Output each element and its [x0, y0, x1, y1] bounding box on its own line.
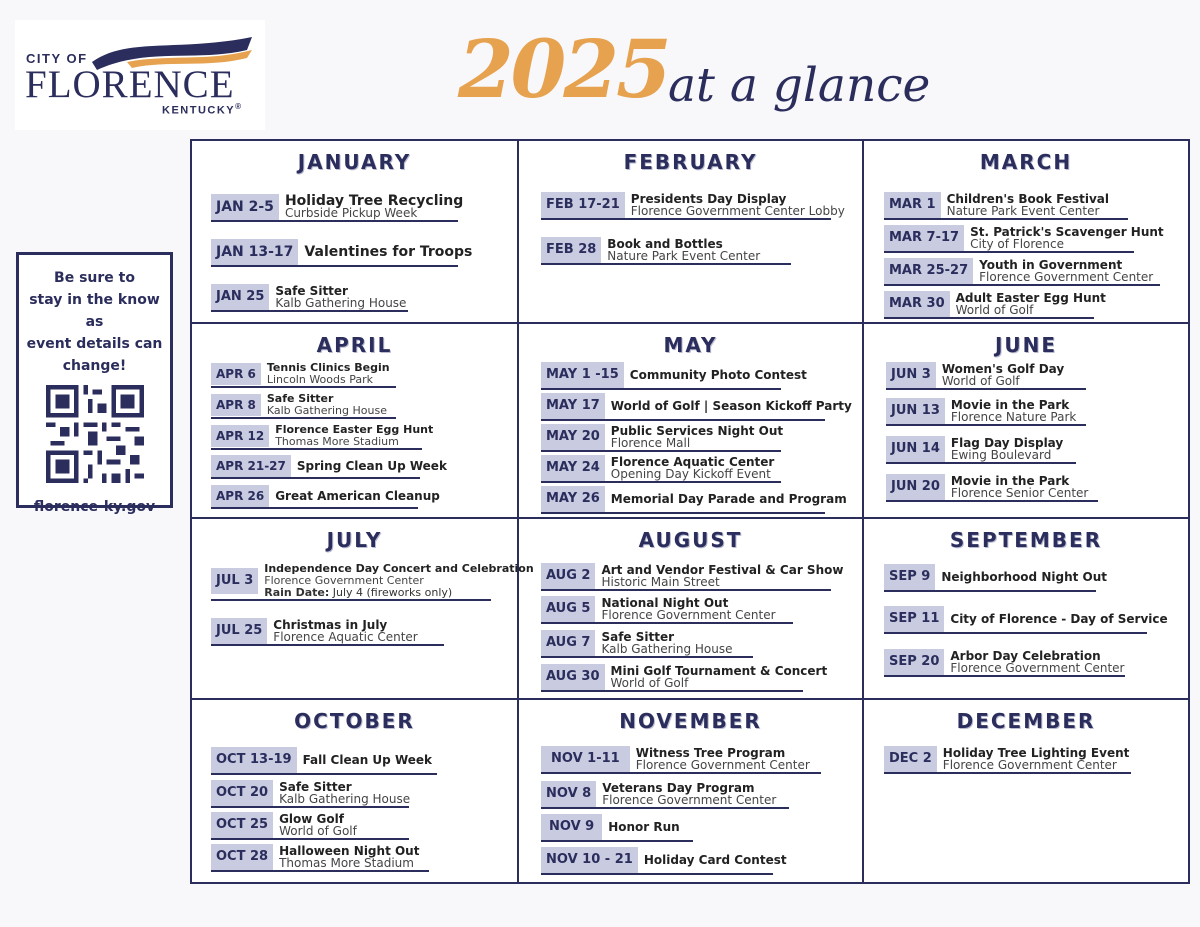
- event-name: Tennis Clinics Begin: [266, 361, 390, 374]
- event-name: Memorial Day Parade and Program: [610, 492, 847, 506]
- month-august: [519, 519, 864, 700]
- event-name: Spring Clean Up Week: [296, 459, 447, 473]
- event: [541, 237, 791, 265]
- event: [541, 746, 821, 774]
- month-name: JUNE: [994, 333, 1058, 357]
- event-date: MAR 30: [884, 291, 950, 317]
- event-date: SEP 20: [884, 649, 944, 675]
- month-november: [519, 700, 864, 882]
- qr-code-icon[interactable]: [46, 385, 144, 483]
- event-date: AUG 2: [541, 563, 595, 589]
- month-december: [864, 700, 1188, 882]
- event-date: JUL 3: [211, 568, 258, 594]
- month-name: MARCH: [979, 150, 1073, 174]
- event: [884, 564, 1108, 592]
- event-date: JUN 20: [886, 474, 945, 500]
- event-location: City of Florence: [970, 237, 1065, 251]
- month-february: [519, 141, 864, 324]
- month-october: [192, 700, 519, 882]
- event-date: OCT 25: [211, 812, 273, 838]
- event-date: SEP 9: [884, 564, 935, 590]
- event: [211, 284, 408, 312]
- event-location: World of Golf: [279, 824, 357, 838]
- event-location: Historic Main Street: [601, 575, 720, 589]
- info-box: [16, 252, 173, 515]
- event: [886, 362, 1086, 390]
- month-name: SEPTEMBER: [949, 528, 1103, 552]
- event-location: Florence Government Center: [264, 574, 424, 587]
- event-date: JUL 25: [211, 618, 267, 644]
- event-name: Movie in the Park: [950, 474, 1070, 488]
- event-location: Thomas More Stadium: [275, 435, 399, 448]
- month-name: NOVEMBER: [619, 709, 762, 733]
- month-april: [192, 324, 519, 519]
- month-name: FEBRUARY: [623, 150, 758, 174]
- event: [541, 486, 847, 514]
- event-date: OCT 20: [211, 780, 273, 806]
- month-name: OCTOBER: [294, 709, 415, 733]
- event-location: World of Golf: [610, 676, 689, 690]
- event: [541, 630, 753, 658]
- month-september: [864, 519, 1188, 700]
- event-date: OCT 13-19: [211, 747, 297, 773]
- event-date: APR 26: [211, 485, 269, 507]
- event-location: Florence Senior Center: [950, 486, 1089, 500]
- event: [211, 562, 534, 601]
- event-name: Holiday Tree Lighting Event: [942, 746, 1130, 760]
- event-location: Nature Park Event Center: [607, 249, 761, 263]
- month-name: DECEMBER: [956, 709, 1096, 733]
- logo-state: KENTUCKY®: [162, 102, 243, 117]
- event: [211, 193, 464, 222]
- event: [541, 393, 852, 421]
- event-date: FEB 17-21: [541, 192, 625, 218]
- event: [211, 455, 447, 479]
- event-location: Kalb Gathering House: [266, 404, 387, 417]
- event-name: Honor Run: [608, 820, 680, 834]
- event-name: National Night Out: [601, 596, 729, 610]
- event: [211, 362, 396, 388]
- event-date: SEP 11: [884, 606, 944, 632]
- info-message: Be sure to stay in the know as event details can change!: [26, 270, 163, 374]
- event-name: Youth in Government: [979, 258, 1123, 272]
- event: [884, 192, 1128, 220]
- event: [211, 423, 434, 450]
- event: [541, 781, 789, 809]
- event-name: Veterans Day Program: [602, 781, 755, 795]
- event-name: Valentines for Troops: [304, 244, 473, 260]
- event-name: Holiday Tree Recycling: [284, 193, 464, 209]
- title-tagline: at a glance: [668, 58, 931, 113]
- event-name: Halloween Night Out: [279, 844, 420, 858]
- event-date: APR 21-27: [211, 455, 291, 477]
- event: [884, 746, 1131, 774]
- event-date: MAR 25-27: [884, 258, 973, 284]
- event: [541, 563, 844, 591]
- event: [541, 664, 828, 692]
- event-name: Witness Tree Program: [635, 746, 786, 760]
- event: [211, 812, 409, 840]
- event-name: Great American Cleanup: [275, 489, 440, 503]
- event: [884, 649, 1125, 677]
- event: [886, 398, 1086, 426]
- event-date: MAY 24: [541, 455, 605, 481]
- event-name: Art and Vendor Festival & Car Show: [601, 563, 844, 577]
- event: [541, 455, 781, 483]
- event: [541, 424, 784, 452]
- event: [211, 239, 473, 267]
- month-june: [864, 324, 1188, 519]
- website-link[interactable]: florence-ky.gov: [33, 499, 156, 515]
- event-location: Kalb Gathering House: [601, 642, 733, 656]
- event-date: NOV 10 - 21: [541, 847, 638, 873]
- event-location: Florence Government Center Lobby: [630, 204, 845, 218]
- event-name: Fall Clean Up Week: [302, 753, 433, 767]
- event: [886, 436, 1076, 464]
- event-name: Book and Bottles: [607, 237, 723, 251]
- event-location: Florence Government Center: [602, 793, 777, 807]
- event-name: Safe Sitter: [279, 780, 352, 794]
- event-location: Florence Nature Park: [950, 410, 1077, 424]
- event-name: Neighborhood Night Out: [941, 570, 1108, 584]
- event-date: APR 12: [211, 425, 269, 447]
- event-location: Florence Government Center: [942, 758, 1117, 772]
- event-name: Public Services Night Out: [610, 424, 784, 438]
- event-location: World of Golf: [955, 303, 1034, 317]
- event: [541, 596, 793, 624]
- event-name: Community Photo Contest: [629, 368, 807, 382]
- event-date: MAY 1 -15: [541, 362, 624, 388]
- month-name: AUGUST: [638, 528, 743, 552]
- event-location: Florence Mall: [610, 436, 691, 450]
- event-date: DEC 2: [884, 746, 937, 772]
- event-date: NOV 1-11: [541, 746, 630, 772]
- event-name: World of Golf | Season Kickoff Party: [610, 399, 852, 413]
- event: [541, 847, 787, 875]
- event-date: APR 6: [211, 363, 261, 385]
- event: [884, 225, 1164, 253]
- event-location: Lincoln Woods Park: [266, 373, 373, 386]
- month-may: [519, 324, 864, 519]
- event: [541, 362, 807, 390]
- event-date: AUG 5: [541, 596, 595, 622]
- event-location: Nature Park Event Center: [946, 204, 1100, 218]
- event-date: APR 8: [211, 394, 261, 416]
- event-location: Curbside Pickup Week: [284, 206, 418, 220]
- event-date: NOV 8: [541, 781, 596, 807]
- event-name: Independence Day Concert and Celebration: [264, 562, 534, 575]
- event-name: Safe Sitter: [601, 630, 675, 644]
- event-location: Kalb Gathering House: [279, 792, 411, 806]
- event-name: Movie in the Park: [950, 398, 1070, 412]
- calendar-grid: [190, 139, 1190, 884]
- event: [211, 393, 396, 419]
- event-date: JAN 25: [211, 284, 269, 310]
- event-date: JAN 2-5: [211, 194, 279, 220]
- event-location: Florence Government Center: [950, 661, 1125, 675]
- event-note: Rain Date: July 4 (fireworks only): [264, 586, 453, 599]
- month-name: MAY: [663, 333, 718, 357]
- event: [541, 192, 845, 220]
- month-name: JULY: [326, 528, 383, 552]
- event-name: Glow Golf: [279, 812, 344, 826]
- event-date: MAY 17: [541, 393, 605, 419]
- event-date: OCT 28: [211, 844, 273, 870]
- event-name: Florence Aquatic Center: [610, 455, 775, 469]
- event-date: MAY 26: [541, 486, 605, 512]
- title-year: 2025: [458, 22, 669, 116]
- event-name: Children's Book Festival: [946, 192, 1110, 206]
- event-name: Arbor Day Celebration: [950, 649, 1101, 663]
- month-january: [192, 141, 519, 324]
- logo-city-of: CITY OF: [26, 51, 88, 66]
- month-july: [192, 519, 534, 700]
- event-date: NOV 9: [541, 814, 602, 840]
- event-location: Thomas More Stadium: [279, 856, 414, 870]
- event-date: MAY 20: [541, 424, 605, 450]
- event-name: Flag Day Display: [950, 436, 1064, 450]
- month-march: [864, 141, 1188, 324]
- event: [884, 606, 1168, 634]
- event-location: Florence Government Center: [601, 608, 776, 622]
- event-location: Florence Government Center: [979, 270, 1154, 284]
- event-location: Opening Day Kickoff Event: [610, 467, 771, 481]
- month-name: APRIL: [316, 333, 393, 357]
- month-name: JANUARY: [297, 150, 412, 174]
- event: [541, 814, 693, 842]
- event-name: Mini Golf Tournament & Concert: [610, 664, 828, 678]
- event: [211, 485, 440, 509]
- event-date: AUG 30: [541, 664, 605, 690]
- event: [211, 844, 429, 872]
- event: [211, 618, 444, 646]
- event-date: MAR 1: [884, 192, 941, 218]
- event-date: JAN 13-17: [211, 239, 298, 265]
- event: [211, 747, 437, 775]
- event-date: MAR 7-17: [884, 225, 964, 251]
- event-location: Florence Aquatic Center: [273, 630, 418, 644]
- city-logo: [15, 20, 265, 130]
- event-date: AUG 7: [541, 630, 595, 656]
- event-date: FEB 28: [541, 237, 601, 263]
- event-date: JUN 14: [886, 436, 945, 462]
- event-date: JUN 13: [886, 398, 945, 424]
- event: [884, 258, 1160, 286]
- event-location: Florence Government Center: [635, 758, 810, 772]
- logo-city-name: FLORENCE: [25, 63, 235, 106]
- event-location: Ewing Boulevard: [950, 448, 1052, 462]
- event-location: Kalb Gathering House: [275, 296, 407, 310]
- event: [211, 780, 409, 808]
- event-name: St. Patrick's Scavenger Hunt: [970, 225, 1164, 239]
- event-name: Christmas in July: [273, 618, 388, 632]
- event-name: Florence Easter Egg Hunt: [275, 423, 434, 436]
- event-name: Safe Sitter: [275, 284, 348, 298]
- event-name: Women's Golf Day: [941, 362, 1065, 376]
- event-name: City of Florence - Day of Service: [950, 612, 1168, 626]
- event-name: Holiday Card Contest: [643, 853, 787, 867]
- event-name: Presidents Day Display: [630, 192, 787, 206]
- event-date: JUN 3: [886, 362, 936, 388]
- event-location: World of Golf: [941, 374, 1020, 388]
- event-name: Adult Easter Egg Hunt: [955, 291, 1106, 305]
- event: [884, 291, 1106, 319]
- event: [886, 474, 1098, 502]
- event-name: Safe Sitter: [266, 392, 334, 405]
